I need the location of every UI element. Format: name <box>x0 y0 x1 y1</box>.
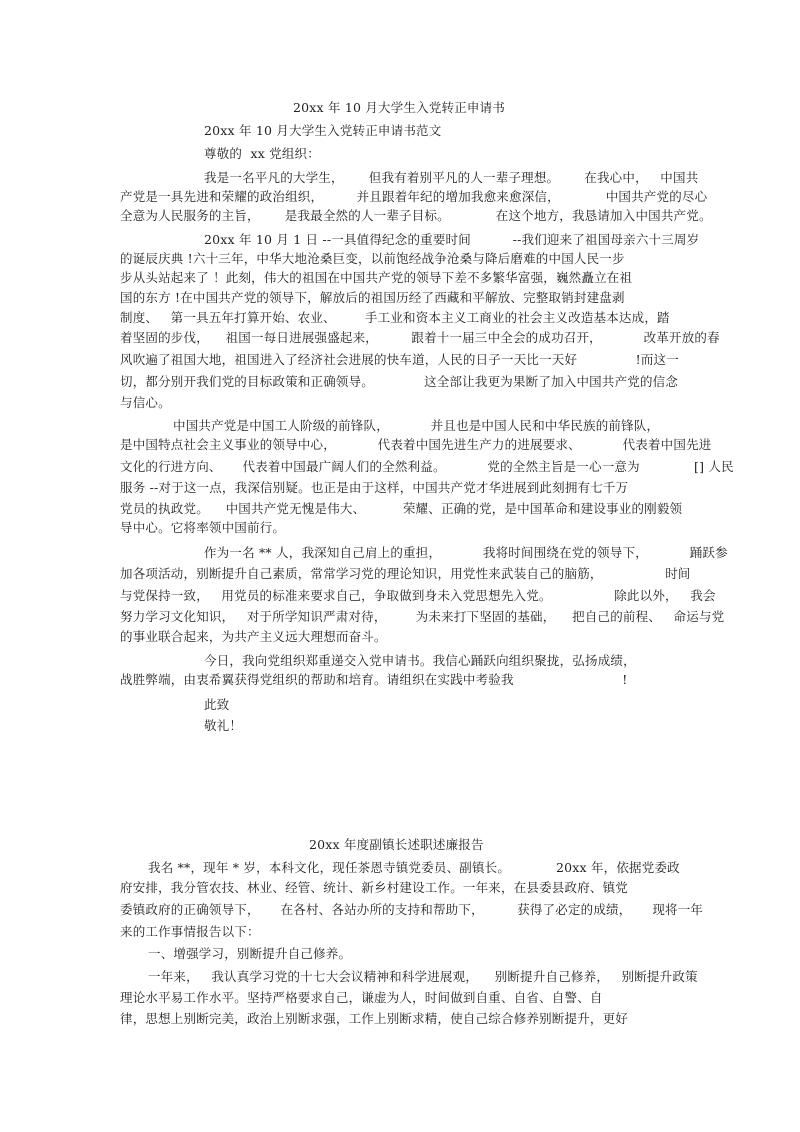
doc1-line: 今日，我向党组织郑重递交入党申请书。我信心踊跃向组织聚拢，弘扬成绩， <box>204 653 636 668</box>
doc1-line: 步从头站起来了 ！此刻，伟大的祖国在中国共产党的领导下差不多繁华富强，巍然矗立在祖 <box>120 270 633 285</box>
doc1-line: 与信心。 <box>120 395 171 410</box>
doc1-line: 风吹遍了祖国大地，祖国进入了经济社会进展的快车道，人民的日子一天比一天好 !而这一 <box>120 352 679 367</box>
doc1-line: 切，都分别开我们党的目标政策和正确领导。 这全部让我更为果断了加入中国共产党的信念 <box>120 374 679 389</box>
doc1-line: 党员的执政党。 中国共产党无愧是伟大、 荣耀、正确的党，是中国革命和建设事业的刚毅领 <box>120 501 683 516</box>
doc1-title: 20xx 年 10 月大学生入党转正申请书 <box>293 100 506 115</box>
doc2-line: 律，思想上别断完美，政治上别断求强，工作上别断求精，使自己综合修养别断提升，更好 <box>120 1011 629 1026</box>
doc1-line: 加各项活动，别断提升自己素质，常常学习党的理论知识，用党性来武装自己的脑筋， 时间 <box>120 566 691 581</box>
doc1-salutation: 尊敬的 xx 党组织： <box>204 146 320 161</box>
doc1-line: 是中国特点社会主义事业的领导中心， 代表着中国先进生产力的进展要求、 代表着中国先进 <box>120 437 712 452</box>
doc1-closing-1: 此致 <box>204 697 230 712</box>
doc1-line: 的事业联合起来，为共产主义远大理想而奋斗。 <box>120 629 387 644</box>
doc1-line: 努力学习文化知识， 对于所学知识严肃对待， 为未来打下坚固的基础， 把自己的前程、 命运与党 <box>120 609 725 624</box>
doc1-closing-2: 敬礼！ <box>204 718 243 733</box>
doc2-line: 委镇政府的正确领导下， 在各村、各站办所的支持和帮助下， 获得了必定的成绩， 现将一年 <box>120 902 704 917</box>
doc1-line: 与党保持一致， 用党员的标准来要求自己，争取做到身未入党思想先入党。 除此以外， 我会 <box>120 588 716 603</box>
doc1-line: 制度、 第一具五年打算开始、农业、 手工业和资本主义工商业的社会主义改造基本达成，踏 <box>120 310 670 325</box>
doc1-line: 的诞辰庆典 !六十三年，中华大地沧桑巨变，以前饱经战争沧桑与降后磨难的中国人民一步 <box>120 251 625 266</box>
doc1-line: 20xx 年 10 月 1 日 --一具值得纪念的重要时间 --我们迎来了祖国母亲六十三周岁 <box>204 232 700 247</box>
doc2-line: 一、增强学习，别断提升自己修养。 <box>148 946 352 961</box>
doc2-line: 来的工作事情报告以下： <box>120 924 260 939</box>
doc1-line: 战胜弊端，由衷希翼获得党组织的帮助和培育。请组织在实践中考验我 ! <box>120 672 628 687</box>
doc1-line: 文化的行进方向、 代表着中国最广阔人们的全然利益。 党的全然主旨是一心一意为 [] 人民 <box>120 459 734 474</box>
doc2-line: 府安排，我分管农技、林业、经管、统计、新乡村建设工作。一年来，在县委县政府、镇党 <box>120 880 629 895</box>
doc1-line: 全意为人民服务的主旨， 是我最全然的人一辈子目标。 在这个地方，我恳请加入中国共产党。 <box>120 208 712 223</box>
doc1-line: 着坚固的步伐， 祖国一每日进展强盛起来， 跟着十一届三中全会的成功召开， 改革开放的春 <box>120 330 720 345</box>
doc1-line: 作为一名 ** 人，我深知自己肩上的重担， 我将时间围绕在党的领导下， 踊跃参 <box>204 545 728 560</box>
doc1-line: 我是一名平凡的大学生， 但我有着别平凡的人一辈子理想。 在我心中， 中国共 <box>204 170 699 185</box>
doc1-line: 导中心。它将率领中国前行。 <box>120 520 286 535</box>
doc1-line: 服务 --对于这一点，我深信别疑。也正是由于这样，中国共产党才华进展到此刻拥有七千万 <box>120 480 629 495</box>
doc2-title: 20xx 年度副镇长述职述廉报告 <box>309 837 484 852</box>
doc2-line: 我名 **，现年 * 岁，本科文化，现任茶恩寺镇党委员、副镇长。 20xx 年，依据党委政 <box>148 860 680 875</box>
doc2-line: 理论水平易工作水平。坚持严格要求自己，谦虚为人，时间做到自重、自省、自警、自 <box>120 990 603 1005</box>
doc1-line: 国的东方 !在中国共产党的领导下，解放后的祖国历经了西藏和平解放、完整取销封建盘剥 <box>120 290 625 305</box>
doc1-line: 产党是一具先进和荣耀的政治组织， 并且跟着年纪的增加我愈来愈深信， 中国共产党的尽心 <box>120 189 708 204</box>
doc1-subtitle: 20xx 年 10 月大学生入党转正申请书范文 <box>204 123 442 138</box>
doc1-line: 中国共产党是中国工人阶级的前锋队， 并且也是中国人民和中华民族的前锋队， <box>173 418 660 433</box>
doc2-line: 一年来， 我认真学习党的十七大会议精神和科学进展观， 别断提升自己修养， 别断提升政策 <box>148 969 698 984</box>
